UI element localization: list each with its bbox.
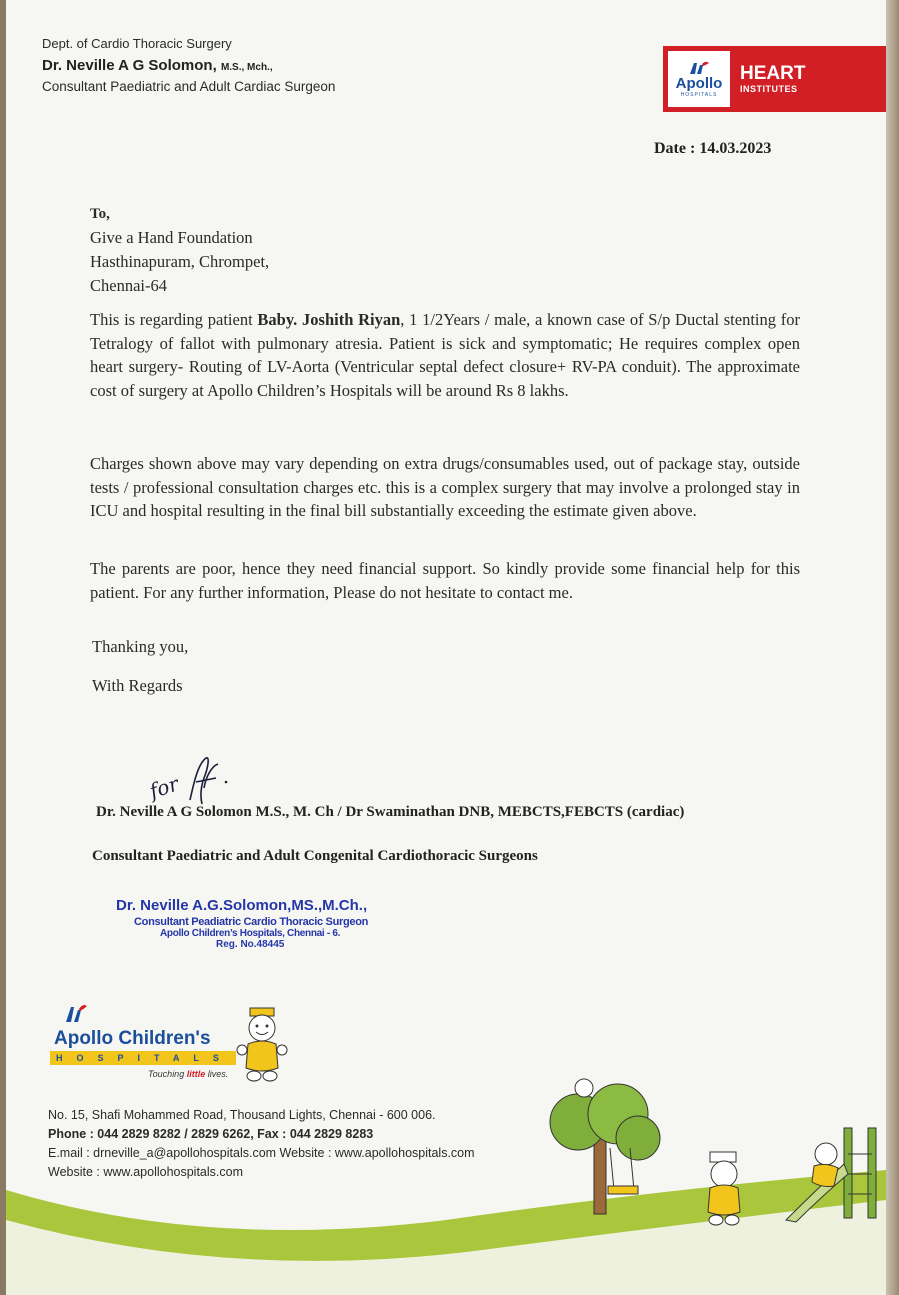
child-bear-illustration-icon bbox=[696, 1148, 752, 1228]
doctor-name-text: Dr. Neville A G Solomon, bbox=[42, 57, 217, 74]
slide-bear-illustration-icon bbox=[782, 1124, 882, 1224]
doctor-degrees: M.S., Mch., bbox=[220, 62, 273, 73]
signatories-role: Consultant Paediatric and Adult Congenital Cardiothoracic Surgeons bbox=[92, 848, 538, 864]
apollo-hospitals-wordmark: HOSPITALS bbox=[680, 92, 718, 98]
website-line: Website : www.apollohospitals.com bbox=[48, 1165, 243, 1179]
recipient-block bbox=[90, 202, 269, 298]
signatories-line: Dr. Neville A G Solomon M.S., M. Ch / Dr Swaminathan DNB, MEBCTS,FEBCTS (cardiac) bbox=[96, 804, 685, 820]
letter-date: Date : 14.03.2023 bbox=[654, 140, 772, 157]
stamp-title: Consultant Peadiatric Cardio Thoracic Surgeon bbox=[134, 916, 369, 928]
apollo-wordmark: Apollo bbox=[675, 75, 723, 92]
stamp-name: Dr. Neville A.G.Solomon,MS.,M.Ch., bbox=[116, 897, 368, 914]
recipient-line: Chennai-64 bbox=[90, 276, 167, 295]
paragraph-text: This is regarding patient bbox=[90, 310, 258, 329]
letter-sheet bbox=[6, 0, 886, 1295]
email-line: E.mail : drneville_a@apollohospitals.com Website : www.apollohospitals.com bbox=[48, 1146, 475, 1160]
handwritten-signature bbox=[146, 752, 236, 812]
grass-wave-decoration bbox=[6, 1160, 886, 1295]
doctor-role: Consultant Paediatric and Adult Cardiac Surgeon bbox=[42, 79, 336, 94]
phone-line: Phone : 044 2829 8282 / 2829 6262, Fax : 044 2829 8283 bbox=[48, 1127, 374, 1141]
stamp-reg: Reg. No.48445 bbox=[216, 939, 285, 950]
tagline-text: Touching bbox=[148, 1069, 187, 1079]
regards-line: With Regards bbox=[92, 676, 183, 695]
institutes-wordmark: INSTITUTES bbox=[740, 84, 798, 94]
patient-name: Baby. Joshith Riyan bbox=[257, 310, 401, 329]
tree-swing-illustration-icon bbox=[538, 1078, 668, 1218]
doctor-name bbox=[42, 57, 273, 74]
apollo-mark-icon bbox=[64, 1002, 88, 1024]
paragraph-text: , 1 1/2Years / male, a known case of S/p Ductal stenting for Tetralogy of fallot with pulmonary atresia. Patient is sick and symptomatic; He requires complex open heart surgery- Routing of LV-Aorta (Ventricular septal defect closure+ RV-PA conduit). The approximate cost of surgery at Apollo Children’s Hospitals will be around Rs 8 lakhs. bbox=[90, 310, 800, 400]
signature-for-text: for bbox=[146, 771, 182, 804]
to-label: To, bbox=[90, 206, 110, 222]
recipient-line: Hasthinapuram, Chrompet, bbox=[90, 252, 270, 271]
paper-edge-shadow bbox=[886, 0, 899, 1295]
heart-wordmark: HEART bbox=[740, 63, 806, 84]
apollo-childrens-logo bbox=[50, 1000, 290, 1090]
apollo-childrens-wordmark: Apollo Children's bbox=[54, 1028, 211, 1049]
stamp-hospital: Apollo Children’s Hospitals, Chennai - 6. bbox=[160, 928, 341, 939]
address-line: No. 15, Shafi Mohammed Road, Thousand Lights, Chennai - 600 006. bbox=[48, 1108, 436, 1122]
heart-institutes-wordmark bbox=[740, 64, 805, 94]
body-paragraph-patient bbox=[90, 308, 800, 402]
doctor-stamp bbox=[116, 897, 368, 950]
tagline-highlight: little bbox=[186, 1069, 206, 1079]
tagline-text: lives. bbox=[205, 1069, 229, 1079]
closing-block bbox=[92, 627, 188, 705]
hospitals-wordmark-bar: HOSPITALS bbox=[50, 1051, 236, 1065]
department-label: Dept. of Cardio Thoracic Surgery bbox=[42, 36, 232, 51]
recipient-line: Give a Hand Foundation bbox=[90, 228, 253, 247]
thanking-line: Thanking you, bbox=[92, 637, 189, 656]
tagline bbox=[148, 1069, 228, 1079]
teddy-bear-mascot-icon bbox=[236, 1006, 288, 1084]
apollo-logo-panel bbox=[668, 51, 730, 107]
apollo-heart-institutes-logo bbox=[663, 46, 886, 112]
body-paragraph-charges: Charges shown above may vary depending on extra drugs/consumables used, out of package stay, outside tests / professional consultation charges etc. this is a complex surgery that may involve a prolonged stay in ICU and hospital resulting in the final bill substantially exceeding the estimate given above. bbox=[90, 454, 800, 520]
body-paragraph-request: The parents are poor, hence they need financial support. So kindly provide some financial help for this patient. For any further information, Please do not hesitate to contact me. bbox=[90, 559, 800, 602]
apollo-mark-icon bbox=[688, 60, 710, 76]
